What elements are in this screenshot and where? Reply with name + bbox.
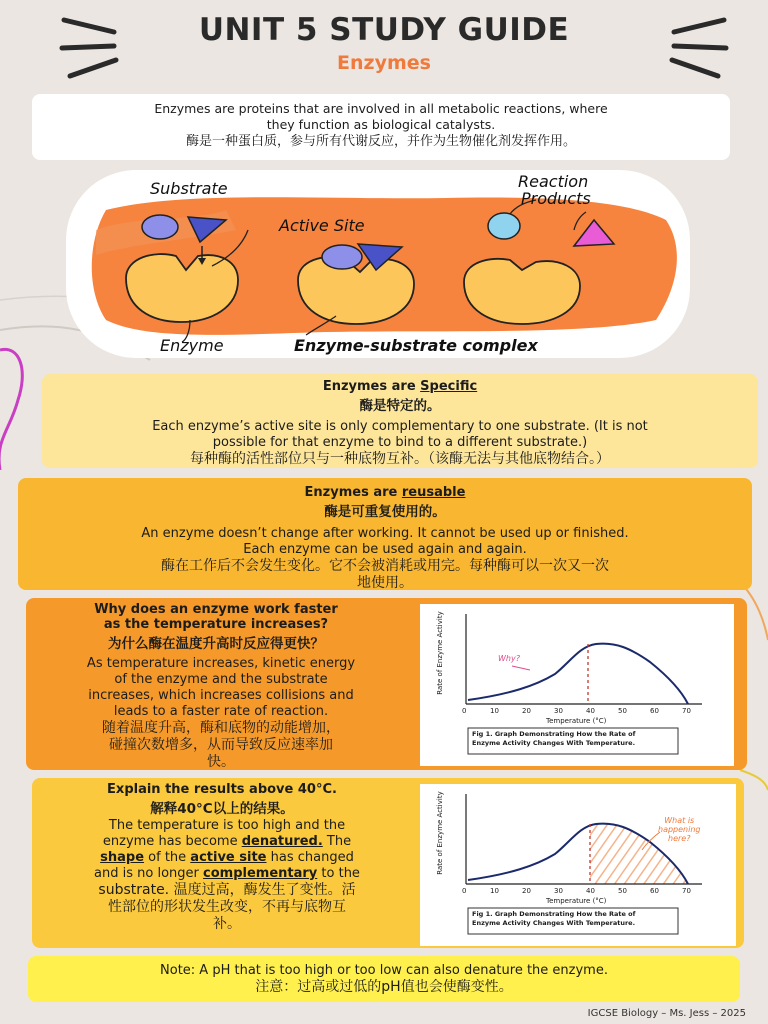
- graph1-tick-40: 40: [586, 707, 595, 715]
- explain-line2-post: The: [322, 834, 352, 849]
- graph2-xlabel: Temperature (°C): [546, 897, 607, 905]
- explain-line4-post: to the: [317, 866, 360, 881]
- graph1-caption: [472, 730, 635, 748]
- graph2-ylabel: Rate of Enzyme Activity: [436, 791, 444, 875]
- explain-line5: substrate. 温度过高，酶发生了变性。活: [98, 882, 356, 898]
- why-answer-chinese2: 碰撞次数增多，从而导致反应速率加: [109, 737, 333, 753]
- explain-keyword-active-site: active site: [190, 850, 267, 865]
- graph1-caption-line2: Enzyme Activity Changes With Temperature.: [472, 739, 636, 747]
- intro-chinese: 酶是一种蛋白质，参与所有代谢反应，并作为生物催化剂发挥作用。: [185, 134, 576, 149]
- label-enzyme-substrate-complex: Enzyme-substrate complex: [294, 336, 538, 355]
- graph2-caption: [472, 910, 635, 928]
- reusable-heading-chinese: 酶是可重复使用的。: [324, 504, 446, 520]
- specific-heading: [42, 379, 758, 394]
- specific-english-line1: Each enzyme’s active site is only complementary to one substrate. (It is not: [152, 419, 648, 434]
- label-substrate: Substrate: [150, 179, 228, 198]
- explain-answer: [42, 818, 412, 933]
- graph2-annotation-line3: here?: [668, 834, 691, 843]
- footer-credit: IGCSE Biology – Ms. Jess – 2025: [587, 1008, 746, 1019]
- graph1-tick-20: 20: [522, 707, 531, 715]
- graph1-tick-30: 30: [554, 707, 563, 715]
- graph1-tick-60: 60: [650, 707, 659, 715]
- reusable-heading-keyword: reusable: [401, 485, 466, 500]
- why-answer-line4: leads to a faster rate of reaction.: [113, 704, 329, 719]
- graph2-annotation-line1: What is: [664, 816, 695, 825]
- graph1-caption-line1: Fig 1. Graph Demonstrating How the Rate of: [472, 730, 636, 738]
- why-answer-line1: As temperature increases, kinetic energy: [86, 656, 356, 671]
- specific-heading-prefix: Enzymes are: [322, 379, 421, 394]
- graph2-caption-line2: Enzyme Activity Changes With Temperature.: [472, 919, 636, 927]
- specific-heading-keyword: Specific: [420, 379, 478, 394]
- why-answer-chinese1: 随着温度升高，酶和底物的动能增加，: [102, 720, 340, 736]
- reusable-english-line1: An enzyme doesn’t change after working. It cannot be used up or finished.: [141, 526, 629, 541]
- reusable-heading-prefix: Enzymes are: [304, 485, 402, 500]
- explain-card: [32, 778, 744, 948]
- explain-question-chinese: 解释40°C以上的结果。: [150, 801, 294, 817]
- label-reaction-products-2: Products: [521, 189, 591, 208]
- explain-keyword-complementary: complementary: [203, 866, 318, 881]
- explain-line3-mid: of the: [144, 850, 191, 865]
- graph1-tick-70: 70: [682, 707, 691, 715]
- why-question-line2: as the temperature increases?: [103, 617, 329, 632]
- graph1-xlabel: Temperature (°C): [546, 717, 607, 725]
- why-answer-chinese3: 快。: [207, 754, 235, 770]
- explain-question-line1: Explain the results above 40°C.: [107, 782, 337, 797]
- reusable-chinese-line1: 酶在工作后不会发生变化。它不会被消耗或用完。每种酶可以一次又一次: [161, 558, 609, 574]
- why-answer: [26, 656, 416, 771]
- explain-line7: 补。: [213, 916, 241, 932]
- explain-line6: 性部位的形状发生改变，不再与底物互: [108, 899, 346, 915]
- graph1-ylabel: Rate of Enzyme Activity: [436, 611, 444, 695]
- label-active-site: Active Site: [279, 216, 365, 235]
- graph1-tick-0: 0: [462, 707, 467, 715]
- why-question-line1: Why does an enzyme work faster: [94, 602, 338, 617]
- graph1-tick-10: 10: [490, 707, 499, 715]
- label-enzyme: Enzyme: [160, 336, 224, 355]
- note-english: Note: A pH that is too high or too low can also denature the enzyme.: [160, 963, 608, 978]
- why-question-chinese: 为什么酶在温度升高时反应得更快？: [108, 636, 324, 652]
- page-title: UNIT 5 STUDY GUIDE: [198, 12, 570, 48]
- intro-english-line2: they function as biological catalysts.: [266, 117, 496, 132]
- enzyme-diagram: [66, 170, 690, 358]
- graph2-tick-10: 10: [490, 887, 499, 895]
- graph2-caption-line1: Fig 1. Graph Demonstrating How the Rate of: [472, 910, 636, 918]
- page-subtitle: Enzymes: [337, 52, 431, 74]
- reusable-card: [18, 478, 752, 590]
- explain-line3-post: has changed: [266, 850, 354, 865]
- specific-chinese: 每种酶的活性部位只与一种底物互补。（该酶无法与其他底物结合。）: [190, 451, 610, 467]
- graph1-why-annotation: Why?: [498, 654, 520, 663]
- reusable-english-line2: Each enzyme can be used again and again.: [243, 542, 527, 557]
- why-card: [26, 598, 747, 770]
- temperature-graph-1: [420, 604, 734, 766]
- graph2-tick-50: 50: [618, 887, 627, 895]
- graph2-tick-40: 40: [586, 887, 595, 895]
- specific-english-line2: possible for that enzyme to bind to a different substrate.): [212, 435, 588, 450]
- temperature-graph-2: [420, 784, 736, 946]
- specific-card: [42, 374, 758, 468]
- explain-line4: [42, 866, 412, 882]
- ph-note: [28, 956, 740, 1002]
- graph2-tick-70: 70: [682, 887, 691, 895]
- graph2-annotation: [658, 816, 701, 843]
- reusable-heading: [18, 485, 752, 500]
- explain-line2-pre: enzyme has become: [102, 834, 242, 849]
- graph2-tick-30: 30: [554, 887, 563, 895]
- explain-line3: [42, 850, 412, 866]
- diagram-illustration: [66, 170, 690, 358]
- graph2-tick-60: 60: [650, 887, 659, 895]
- why-answer-line3: increases, which increases collisions and: [88, 688, 354, 703]
- why-question: [26, 602, 406, 652]
- explain-line1: The temperature is too high and the: [108, 818, 346, 833]
- explain-keyword-denatured: denatured.: [241, 834, 323, 849]
- specific-heading-chinese: 酶是特定的。: [359, 398, 441, 414]
- graph2-tick-20: 20: [522, 887, 531, 895]
- intro-english-line1: Enzymes are proteins that are involved in all metabolic reactions, where: [154, 101, 608, 116]
- explain-line2: [42, 834, 412, 850]
- graph1-tick-50: 50: [618, 707, 627, 715]
- graph2-annotation-line2: happening: [658, 825, 701, 834]
- graph2-tick-0: 0: [462, 887, 467, 895]
- reusable-chinese-line2: 地使用。: [357, 575, 413, 591]
- intro-box: [32, 94, 730, 160]
- explain-question: [32, 782, 412, 817]
- note-chinese: 注意：过高或过低的pH值也会使酶变性。: [255, 979, 513, 995]
- explain-line4-pre: and is no longer: [94, 866, 204, 881]
- explain-keyword-shape: shape: [100, 850, 145, 865]
- label-reaction-products-1: Reaction: [518, 172, 589, 191]
- why-answer-line2: of the enzyme and the substrate: [114, 672, 328, 687]
